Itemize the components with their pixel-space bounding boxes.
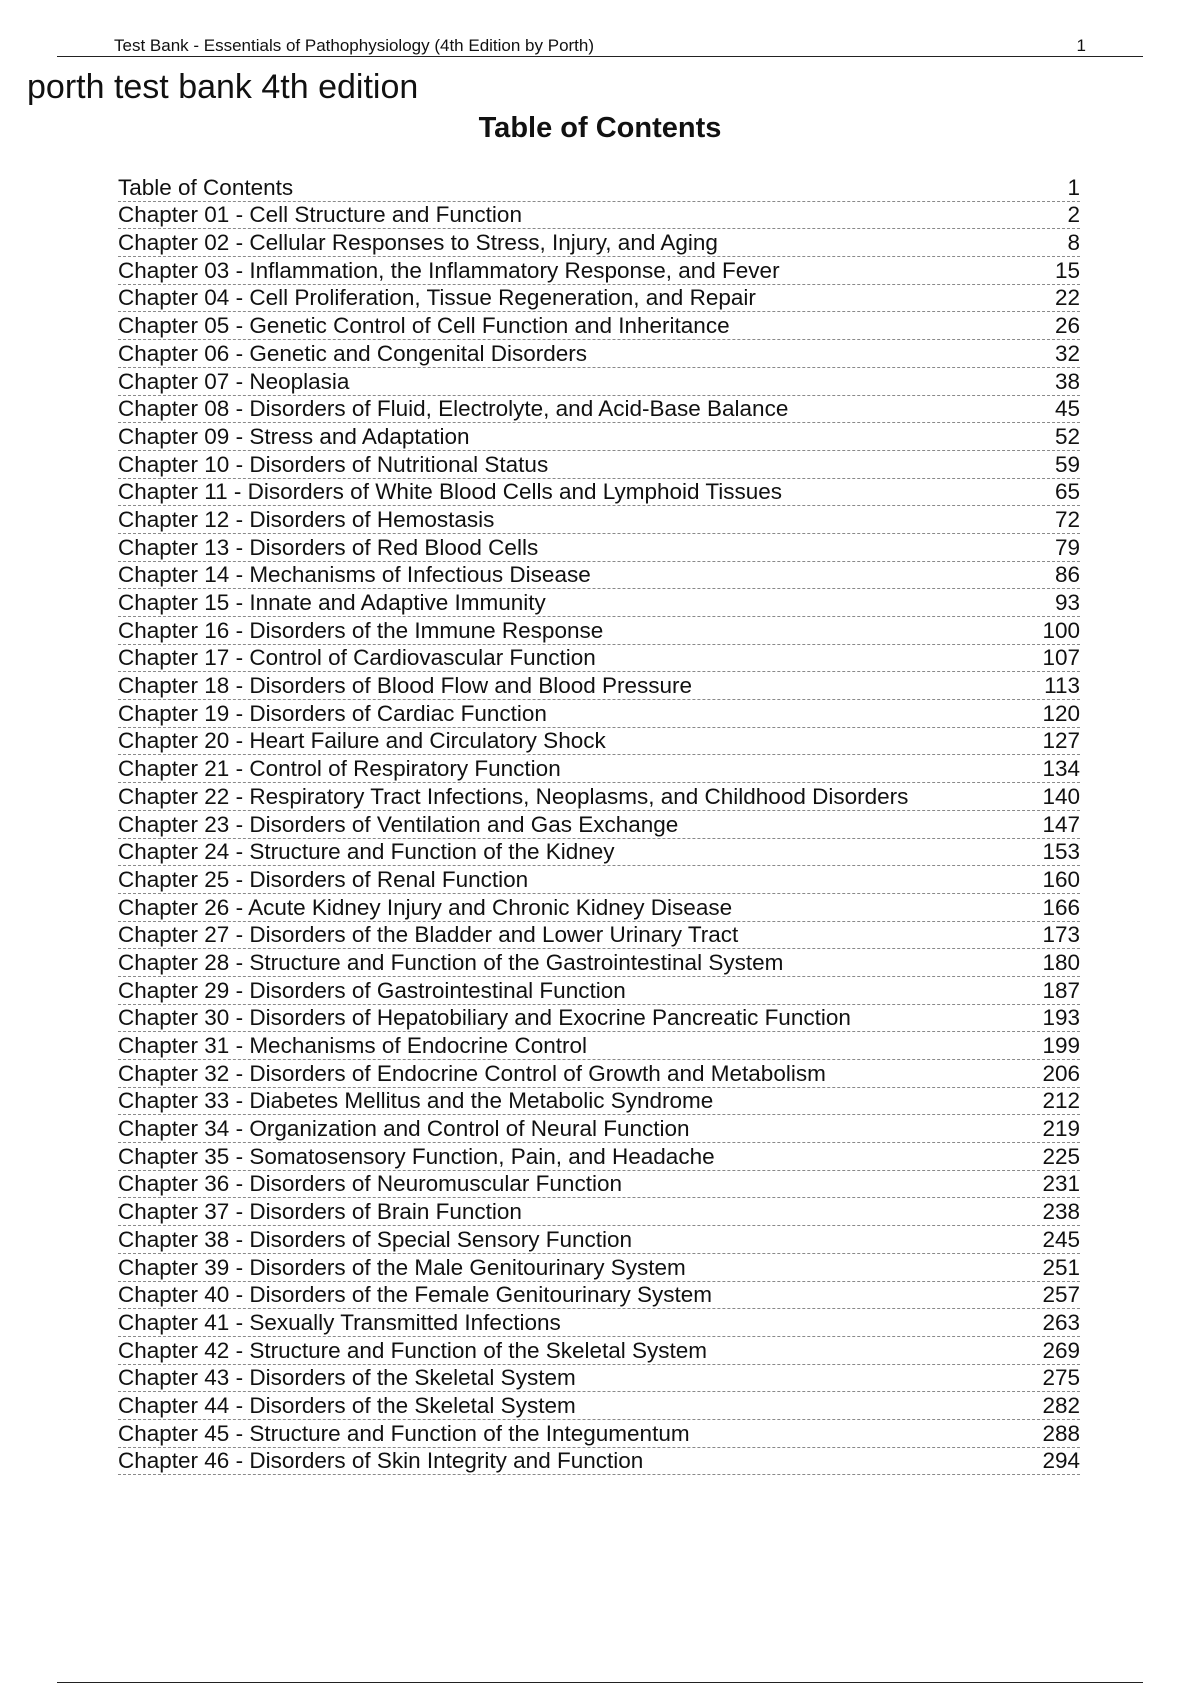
toc-entry-label: Chapter 31 - Mechanisms of Endocrine Control (118, 1033, 587, 1058)
toc-list (118, 174, 1080, 1475)
toc-entry-label: Chapter 05 - Genetic Control of Cell Function and Inheritance (118, 313, 730, 339)
toc-entry-label: Chapter 16 - Disorders of the Immune Response (118, 617, 604, 643)
toc-entry[interactable] (118, 1254, 1080, 1282)
toc-entry[interactable] (118, 1420, 1080, 1448)
toc-entry[interactable] (118, 617, 1080, 645)
toc-entry-label: Chapter 30 - Disorders of Hepatobiliary and Exocrine Pancreatic Function (118, 1005, 851, 1031)
toc-entry-label: Chapter 13 - Disorders of Red Blood Cells (118, 534, 539, 560)
toc-entry-page: 166 (1042, 894, 1080, 920)
toc-entry-label: Chapter 15 - Innate and Adaptive Immunity (118, 590, 546, 615)
toc-entry-label: Chapter 26 - Acute Kidney Injury and Chronic Kidney Disease (118, 894, 733, 920)
toc-entry[interactable] (118, 922, 1080, 950)
toc-entry-page: 206 (1042, 1060, 1080, 1086)
toc-entry-page: 72 (1054, 506, 1080, 532)
toc-entry-page: 2 (1067, 202, 1080, 228)
toc-entry-page: 79 (1054, 534, 1080, 560)
toc-entry-page: 59 (1054, 451, 1080, 477)
toc-entry-label: Chapter 44 - Disorders of the Skeletal System (118, 1392, 576, 1418)
toc-entry[interactable] (118, 589, 1080, 617)
toc-entry-label: Chapter 01 - Cell Structure and Function (118, 202, 522, 228)
toc-entry[interactable] (118, 949, 1080, 977)
toc-entry[interactable] (118, 451, 1080, 479)
toc-entry[interactable] (118, 312, 1080, 340)
toc-entry[interactable] (118, 1392, 1080, 1420)
toc-entry-page: 93 (1054, 590, 1080, 615)
toc-entry-label: Chapter 12 - Disorders of Hemostasis (118, 506, 495, 532)
toc-entry[interactable] (118, 285, 1080, 313)
toc-entry-label: Chapter 42 - Structure and Function of the Skeletal System (118, 1337, 708, 1363)
toc-entry-page: 225 (1042, 1143, 1080, 1169)
toc-entry[interactable] (118, 1032, 1080, 1060)
toc-entry-page: 107 (1042, 645, 1080, 671)
toc-entry[interactable] (118, 423, 1080, 451)
toc-entry-page: 134 (1042, 756, 1080, 782)
toc-entry-label: Chapter 21 - Control of Respiratory Function (118, 756, 561, 782)
toc-entry-page: 8 (1067, 230, 1080, 256)
toc-entry-label: Chapter 39 - Disorders of the Male Genitourinary System (118, 1254, 686, 1280)
toc-entry[interactable] (118, 1448, 1080, 1476)
toc-entry-page: 153 (1042, 839, 1080, 865)
toc-entry-page: 38 (1054, 368, 1080, 394)
toc-entry-label: Chapter 37 - Disorders of Brain Function (118, 1199, 522, 1225)
toc-entry[interactable] (118, 755, 1080, 783)
toc-entry-page: 187 (1042, 977, 1080, 1003)
toc-entry-page: 263 (1042, 1309, 1080, 1335)
toc-entry-label: Chapter 40 - Disorders of the Female Genitourinary System (118, 1282, 712, 1308)
toc-entry[interactable] (118, 700, 1080, 728)
toc-entry-page: 275 (1042, 1365, 1080, 1391)
toc-entry-page: 173 (1042, 922, 1080, 948)
toc-entry-label: Chapter 41 - Sexually Transmitted Infections (118, 1309, 561, 1335)
toc-entry-label: Chapter 46 - Disorders of Skin Integrity and Function (118, 1448, 644, 1474)
toc-entry[interactable] (118, 1115, 1080, 1143)
toc-entry-label: Chapter 27 - Disorders of the Bladder and Lower Urinary Tract (118, 922, 739, 948)
toc-entry-label: Chapter 23 - Disorders of Ventilation and Gas Exchange (118, 811, 679, 837)
toc-entry-page: 212 (1042, 1088, 1080, 1114)
toc-entry-page: 86 (1054, 562, 1080, 588)
toc-entry-page: 288 (1042, 1420, 1080, 1446)
toc-entry[interactable] (118, 1365, 1080, 1393)
toc-entry[interactable] (118, 506, 1080, 534)
toc-entry[interactable] (118, 894, 1080, 922)
toc-entry-label: Chapter 18 - Disorders of Blood Flow and Blood Pressure (118, 673, 693, 699)
toc-entry-label: Chapter 28 - Structure and Function of the Gastrointestinal System (118, 949, 784, 975)
toc-entry-page: 113 (1044, 673, 1080, 699)
toc-entry[interactable] (118, 977, 1080, 1005)
toc-entry-label: Chapter 03 - Inflammation, the Inflammatory Response, and Fever (118, 257, 780, 283)
toc-entry[interactable] (118, 1005, 1080, 1033)
running-header (57, 28, 1143, 57)
toc-entry[interactable] (118, 257, 1080, 285)
toc-entry-label: Chapter 45 - Structure and Function of the Integumentum (118, 1420, 690, 1446)
running-header-title: Test Bank - Essentials of Pathophysiology (4th Edition by Porth) (114, 36, 595, 55)
toc-entry[interactable] (118, 728, 1080, 756)
toc-entry-label: Chapter 11 - Disorders of White Blood Cells and Lymphoid Tissues (118, 479, 783, 505)
toc-entry[interactable] (118, 1171, 1080, 1199)
toc-entry-page: 294 (1042, 1448, 1080, 1474)
toc-entry-label: Chapter 38 - Disorders of Special Sensory Function (118, 1226, 632, 1252)
toc-entry[interactable] (118, 368, 1080, 396)
toc-entry-label: Chapter 19 - Disorders of Cardiac Function (118, 700, 547, 726)
toc-entry[interactable] (118, 783, 1080, 811)
toc-entry-page: 269 (1042, 1337, 1080, 1363)
toc-entry-page: 15 (1054, 257, 1080, 283)
toc-entry-label: Chapter 14 - Mechanisms of Infectious Disease (118, 562, 591, 588)
toc-entry-page: 100 (1042, 617, 1080, 643)
toc-entry[interactable] (118, 202, 1080, 230)
toc-entry-page: 22 (1054, 285, 1080, 311)
toc-entry-label: Chapter 04 - Cell Proliferation, Tissue Regeneration, and Repair (118, 285, 756, 311)
toc-entry-page: 1 (1067, 174, 1080, 200)
toc-entry-label: Chapter 34 - Organization and Control of Neural Function (118, 1116, 690, 1142)
toc-entry-page: 65 (1054, 479, 1080, 505)
toc-entry[interactable] (118, 562, 1080, 590)
toc-entry-label: Chapter 07 - Neoplasia (118, 368, 350, 394)
toc-entry[interactable] (118, 866, 1080, 894)
toc-entry-label: Chapter 20 - Heart Failure and Circulatory Shock (118, 728, 606, 754)
toc-entry-label: Chapter 35 - Somatosensory Function, Pain, and Headache (118, 1143, 715, 1169)
toc-entry[interactable] (118, 1143, 1080, 1171)
toc-entry[interactable] (118, 1060, 1080, 1088)
toc-entry-label: Chapter 25 - Disorders of Renal Function (118, 866, 529, 892)
toc-entry-label: Chapter 09 - Stress and Adaptation (118, 423, 470, 449)
toc-entry-label: Chapter 36 - Disorders of Neuromuscular Function (118, 1171, 622, 1197)
toc-entry-page: 245 (1042, 1226, 1080, 1252)
toc-entry-page: 199 (1042, 1033, 1080, 1058)
toc-entry-label: Chapter 22 - Respiratory Tract Infections, Neoplasms, and Childhood Disorders (118, 783, 909, 809)
toc-entry-page: 32 (1054, 340, 1080, 366)
toc-entry-page: 160 (1042, 866, 1080, 892)
toc-entry[interactable] (118, 229, 1080, 257)
toc-entry-page: 251 (1042, 1254, 1080, 1280)
toc-entry[interactable] (118, 1226, 1080, 1254)
toc-entry-label: Chapter 29 - Disorders of Gastrointestinal Function (118, 977, 626, 1003)
toc-heading: Table of Contents (478, 112, 722, 144)
toc-entry[interactable] (118, 534, 1080, 562)
toc-entry[interactable] (118, 839, 1080, 867)
toc-entry-label: Chapter 17 - Control of Cardiovascular Function (118, 645, 596, 671)
toc-entry-page: 193 (1042, 1005, 1080, 1031)
toc-entry[interactable] (118, 1088, 1080, 1116)
running-header-page-number: 1 (1076, 36, 1086, 55)
footer-rule (57, 1682, 1143, 1683)
toc-entry-page: 238 (1042, 1199, 1080, 1225)
toc-entry-label: Chapter 08 - Disorders of Fluid, Electrolyte, and Acid-Base Balance (118, 396, 789, 422)
toc-entry-label: Chapter 33 - Diabetes Mellitus and the Metabolic Syndrome (118, 1088, 714, 1114)
toc-entry-page: 231 (1042, 1171, 1080, 1197)
toc-entry[interactable] (118, 340, 1080, 368)
toc-entry[interactable] (118, 672, 1080, 700)
toc-entry-label: Chapter 43 - Disorders of the Skeletal System (118, 1365, 576, 1391)
toc-entry[interactable] (118, 174, 1080, 202)
toc-entry[interactable] (118, 1337, 1080, 1365)
document-title: porth test bank 4th edition (27, 68, 419, 106)
toc-entry-page: 120 (1042, 700, 1080, 726)
toc-entry-page: 45 (1054, 396, 1080, 422)
toc-entry-page: 257 (1042, 1282, 1080, 1308)
toc-entry-label: Chapter 10 - Disorders of Nutritional Status (118, 451, 549, 477)
toc-entry-page: 26 (1054, 313, 1080, 339)
toc-entry-page: 140 (1042, 783, 1080, 809)
toc-entry[interactable] (118, 1198, 1080, 1226)
toc-entry-label: Table of Contents (118, 174, 294, 200)
toc-entry-page: 52 (1054, 423, 1080, 449)
toc-entry[interactable] (118, 1309, 1080, 1337)
toc-entry[interactable] (118, 396, 1080, 424)
toc-entry[interactable] (118, 1282, 1080, 1310)
toc-entry[interactable] (118, 811, 1080, 839)
toc-entry-page: 219 (1042, 1116, 1080, 1142)
toc-entry-label: Chapter 24 - Structure and Function of the Kidney (118, 839, 615, 865)
toc-entry-page: 282 (1042, 1392, 1080, 1418)
toc-entry[interactable] (118, 645, 1080, 673)
toc-entry-page: 180 (1042, 949, 1080, 975)
toc-entry[interactable] (118, 479, 1080, 507)
toc-entry-page: 127 (1042, 728, 1080, 754)
toc-entry-label: Chapter 32 - Disorders of Endocrine Control of Growth and Metabolism (118, 1060, 826, 1086)
toc-entry-label: Chapter 02 - Cellular Responses to Stress, Injury, and Aging (118, 230, 718, 256)
toc-entry-label: Chapter 06 - Genetic and Congenital Disorders (118, 340, 588, 366)
toc-entry-page: 147 (1042, 811, 1080, 837)
